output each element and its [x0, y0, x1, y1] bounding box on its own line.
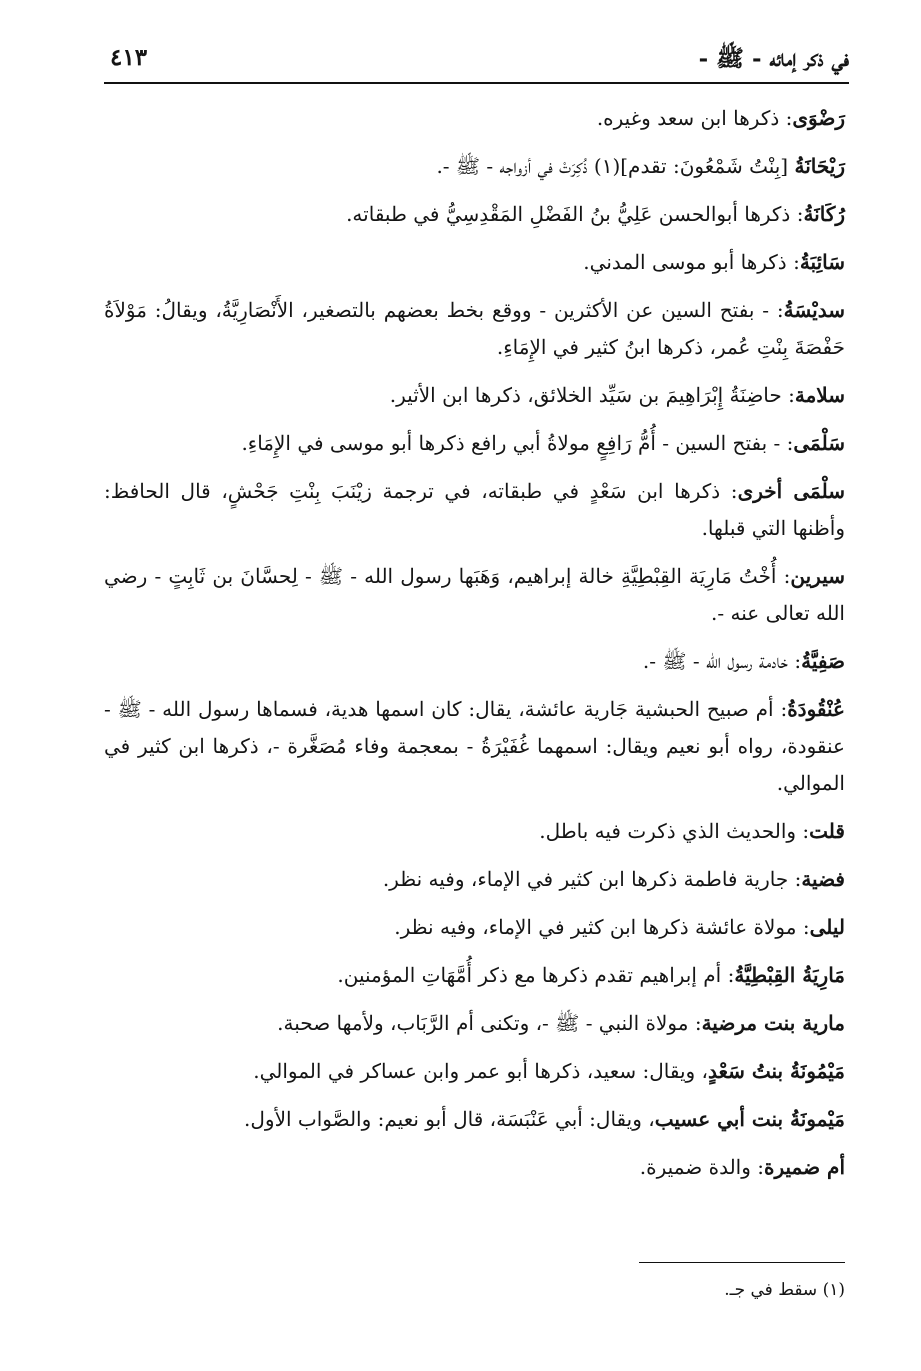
entry-text: : حاضِنَةُ إِبْرَاهِيمَ بن سَيِّد الخلائق، ذكرها ابن الأثير. [389, 383, 795, 407]
entry-paragraph [104, 643, 845, 680]
entry-term: سَائِبَةُ [799, 250, 845, 274]
entry-term: مَيْمُونَةُ بنتُ سَعْدٍ [707, 1059, 845, 1083]
running-title: في ذكر إمائه - ﷺ - [698, 45, 849, 72]
footnote: (١) سقط في جـ. [724, 1280, 845, 1300]
entry-paragraph [104, 244, 845, 281]
entry-text: : مولاة عائشة ذكرها ابن كثير في الإماء، وفيه نظر. [394, 915, 810, 939]
entry-paragraph [104, 558, 845, 632]
entry-term: رُكَانَةُ [803, 202, 845, 226]
entry-paragraph [104, 909, 845, 946]
entry-term: سلامة [794, 383, 845, 407]
entry-paragraph [104, 691, 845, 802]
entry-paragraph [104, 957, 845, 994]
entry-paragraph [104, 100, 845, 137]
entry-term: مَارِيَةُ القِبْطِيَّةُ [734, 963, 845, 987]
page-header [104, 38, 849, 84]
entry-term: سيرين [790, 564, 845, 588]
entry-paragraph [104, 813, 845, 850]
entry-paragraph [104, 425, 845, 462]
entry-paragraph [104, 1101, 845, 1138]
entry-text: : - بفتح السين - أُمُّ رَافِعٍ مولاةُ أبي رافع ذكرها أبو موسى في الإِمَاءِ. [241, 431, 794, 455]
entry-text: : خادمة رسول الله - ﷺ -. [642, 649, 802, 673]
entry-term: سلْمَى أخرى [737, 479, 846, 503]
entry-paragraph [104, 1149, 845, 1186]
entry-text: : أم إبراهيم تقدم ذكرها مع ذكر أُمَّهَاتِ المؤمنين. [337, 963, 735, 987]
entry-text: : ذكرها أبوالحسن عَلِيُّ بنُ الفَضْلِ المَقْدِسِيُّ في طبقاته. [346, 202, 804, 226]
entry-paragraph [104, 473, 845, 547]
entry-text: : - بفتح السين عن الأكثرين - ووقع بخط بعضهم بالتصغير، الأَنْصَارِيَّةُ، ويقالُ: مَوْلاَةُ حَفْصَةَ بِنْتِ عُمر، ذكرها ابنُ كثير في الإِمَاءِ. [104, 298, 845, 359]
entry-text: : والدة ضميرة. [639, 1155, 764, 1179]
entry-term: مَيْمونَةُ بنت أبي عسيب [654, 1107, 845, 1131]
entry-term: قلت [809, 819, 845, 843]
entry-term: عُنْقُودَةُ [787, 697, 845, 721]
entry-term: فضية [801, 867, 845, 891]
main-text [104, 100, 845, 1197]
entry-text: ، ويقال: أبي عَنْبَسَة، قال أبو نعيم: والصَّواب الأول. [244, 1107, 655, 1131]
entry-term: سَلْمَى [793, 431, 845, 455]
entry-term: رَيْحَانَةُ [794, 154, 845, 178]
entry-text: : والحديث الذي ذكرت فيه باطل. [539, 819, 810, 843]
entry-term: صَفِيَّةُ [801, 649, 845, 673]
entry-text: : أم صبيح الحبشية جَارية عائشة، يقال: كان اسمها هدية، فسماها رسول الله - ﷺ - عنقودة، رواه أبو نعيم ويقال: اسمهما غُفَيْرَةُ - بمعجمة وفاء مُصَغَّرة -، ذكرها ابن كثير في الموالي. [104, 697, 845, 795]
entry-term: أم ضميرة [764, 1155, 845, 1179]
entry-text: [بِنْتُ شَمْعُونَ: تقدم](١) ذُكِرَتْ في أزواجه - ﷺ -. [436, 154, 795, 178]
entry-text: : ذكرها ابن سعد وغيره. [596, 106, 793, 130]
entry-term: ليلى [809, 915, 845, 939]
entry-term: سديْسَةُ [783, 298, 845, 322]
entry-paragraph [104, 861, 845, 898]
entry-term: رَضْوَى [792, 106, 845, 130]
entry-paragraph [104, 196, 845, 233]
entry-text: : أُخْتُ مَارِيَة القِبْطِيَّةِ خالة إبراهيم، وَهَبَها رسول الله - ﷺ - لِحسَّانَ بن ثَابِتٍ - رضي الله تعالى عنه -. [104, 564, 845, 625]
entry-paragraph [104, 1053, 845, 1090]
entry-paragraph [104, 292, 845, 366]
entry-text: : ذكرها أبو موسى المدني. [583, 250, 800, 274]
footnote-divider [639, 1262, 845, 1263]
entry-term: مارية بنت مرضية [701, 1011, 845, 1035]
entry-paragraph [104, 148, 845, 185]
entry-paragraph [104, 1005, 845, 1042]
entry-paragraph [104, 377, 845, 414]
entry-text: : مولاة النبي - ﷺ -، وتكنى أم الرَّبَاب، ولأمها صحبة. [277, 1011, 702, 1035]
entry-text: : جارية فاطمة ذكرها ابن كثير في الإماء، وفيه نظر. [382, 867, 802, 891]
entry-text: ، ويقال: سعيد، ذكرها أبو عمر وابن عساكر في الموالي. [253, 1059, 708, 1083]
page-number: ٤١٣ [110, 44, 148, 71]
entry-text: : ذكرها ابن سَعْدٍ في طبقاته، في ترجمة زيْنَبَ بِنْتِ جَحْشٍ، قال الحافظ: وأظنها التي قبلها. [104, 479, 845, 540]
